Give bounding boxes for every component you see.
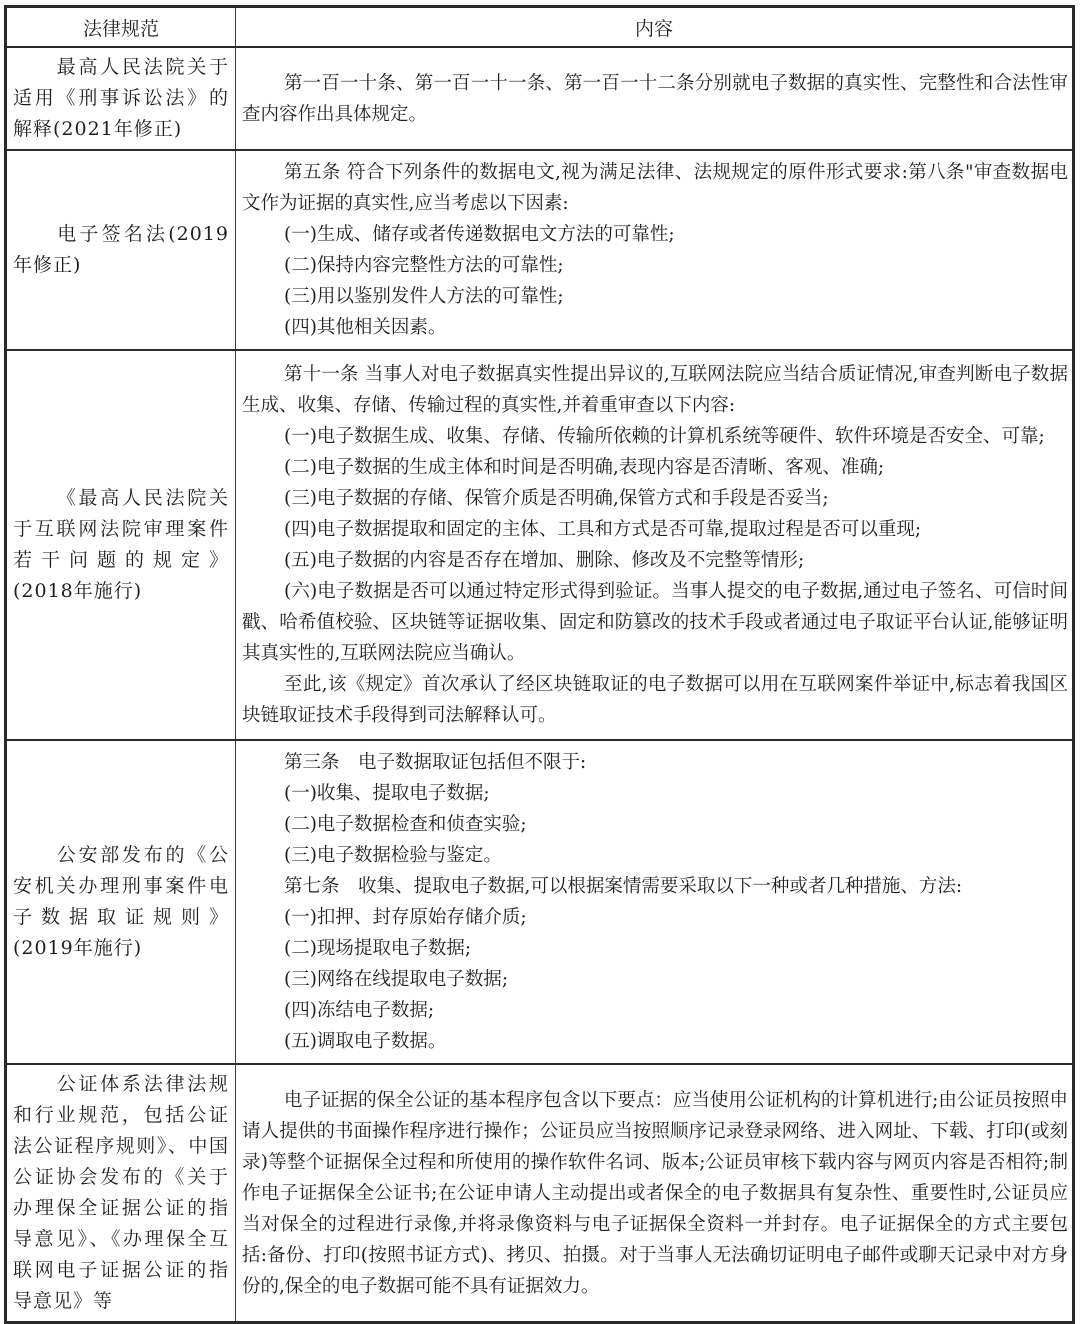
- content-paragraph: (三)电子数据检验与鉴定。: [284, 845, 502, 866]
- table-header-row: [6, 7, 1074, 48]
- table-row: [6, 350, 1074, 740]
- table-row: [6, 47, 1074, 150]
- content-paragraph: (一)扣押、封存原始存储介质;: [284, 907, 527, 928]
- content-paragraph: (一)电子数据生成、收集、存储、传输所依赖的计算机系统等硬件、软件环境是否安全、可靠;: [284, 426, 1045, 447]
- content-paragraph: (六)电子数据是否可以通过特定形式得到验证。当事人提交的电子数据,通过电子签名、可信时间戳、哈希值校验、区块链等证据收集、固定和防篡改的技术手段或者通过电子取证平台认证,能够证明其真实性的,互联网法院应当确认。: [242, 581, 1068, 664]
- law-name: 电子签名法(2019年修正): [13, 223, 229, 276]
- content-paragraph: (三)网络在线提取电子数据;: [284, 969, 509, 990]
- content-paragraph: 至此,该《规定》首次承认了经区块链取证的电子数据可以用在互联网案件举证中,标志着我国区块链取证技术手段得到司法解释认可。: [242, 674, 1068, 726]
- content-paragraph: (五)调取电子数据。: [284, 1031, 447, 1052]
- content-paragraph: (三)用以鉴别发件人方法的可靠性;: [284, 286, 564, 307]
- content-cell: [236, 740, 1074, 1064]
- law-cell: [6, 150, 236, 350]
- content-cell: [236, 1064, 1074, 1323]
- content-paragraph: (二)电子数据检查和侦查实验;: [284, 814, 527, 835]
- law-cell: [6, 1064, 236, 1323]
- header-legal-norm: 法律规范: [6, 7, 236, 48]
- table-row: [6, 1064, 1074, 1323]
- content-paragraph: (一)收集、提取电子数据;: [284, 783, 490, 804]
- law-name: 公证体系法律法规和行业规范，包括公证法公证程序规则》、中国公证协会发布的《关于办理保全证据公证的指导意见》、《办理保全互联网电子证据公证的指导意见》等: [13, 1073, 229, 1312]
- content-paragraph: (二)现场提取电子数据;: [284, 938, 472, 959]
- content-paragraph: 第五条 符合下列条件的数据电文,视为满足法律、法规规定的原件形式要求:第八条"审查数据电文作为证据的真实性,应当考虑以下因素:: [242, 162, 1068, 214]
- content-paragraph: 第十一条 当事人对电子数据真实性提出异议的,互联网法院应当结合质证情况,审查判断电子数据生成、收集、存储、传输过程的真实性,并着重审查以下内容:: [242, 364, 1068, 416]
- law-cell: [6, 740, 236, 1064]
- table-row: [6, 740, 1074, 1064]
- content-cell: [236, 47, 1074, 150]
- content-cell: [236, 350, 1074, 740]
- content-paragraph: 第三条 电子数据取证包括但不限于:: [284, 752, 587, 773]
- law-name: 公安部发布的《公安机关办理刑事案件电子数据取证规则》(2019年施行): [13, 844, 229, 959]
- content-paragraph: (一)生成、储存或者传递数据电文方法的可靠性;: [284, 224, 675, 245]
- law-name: 最高人民法院关于适用《刑事诉讼法》的解释(2021年修正): [13, 56, 229, 140]
- law-cell: [6, 350, 236, 740]
- header-content: 内容: [236, 7, 1074, 48]
- content-paragraph: (五)电子数据的内容是否存在增加、删除、修改及不完整等情形;: [284, 550, 805, 571]
- table-row: [6, 150, 1074, 350]
- content-paragraph: 第一百一十条、第一百一十一条、第一百一十二条分别就电子数据的真实性、完整性和合法性审查内容作出具体规定。: [242, 72, 1068, 125]
- content-paragraph: (四)冻结电子数据;: [284, 1000, 435, 1021]
- content-paragraph: (二)电子数据的生成主体和时间是否明确,表现内容是否清晰、客观、准确;: [284, 457, 885, 478]
- content-paragraph: 第七条 收集、提取电子数据,可以根据案情需要采取以下一种或者几种措施、方法:: [284, 876, 963, 897]
- content-paragraph: (四)其他相关因素。: [284, 317, 447, 338]
- content-paragraph: (二)保持内容完整性方法的可靠性;: [284, 255, 564, 276]
- legal-norms-table: [4, 5, 1075, 1324]
- law-name: 《最高人民法院关于互联网法院审理案件若干问题的规定》(2018年施行): [13, 487, 229, 602]
- law-cell: [6, 47, 236, 150]
- content-paragraph: (三)电子数据的存储、保管介质是否明确,保管方式和手段是否妥当;: [284, 488, 829, 509]
- content-cell: [236, 150, 1074, 350]
- content-paragraph: (四)电子数据提取和固定的主体、工具和方式是否可靠,提取过程是否可以重现;: [284, 519, 922, 540]
- content-paragraph: 电子证据的保全公证的基本程序包含以下要点：应当使用公证机构的计算机进行;由公证员按照申请人提供的书面操作程序进行操作；公证员应当按照顺序记录登录网络、进入网址、下载、打印(或刻录)等整个证据保全过程和所使用的操作软件名词、版本;公证员审核下载内容与网页内容是否相符;制作电子证据保全公证书;在公证申请人主动提出或者保全的电子数据具有复杂性、重要性时,公证员应当对保全的过程进行录像,并将录像资料与电子证据保全资料一并封存。电子证据保全的方式主要包括:备份、打印(按照书证方式)、拷贝、拍摄。对于当事人无法确切证明电子邮件或聊天记录中对方身份的,保全的电子数据可能不具有证据效力。: [242, 1089, 1068, 1297]
